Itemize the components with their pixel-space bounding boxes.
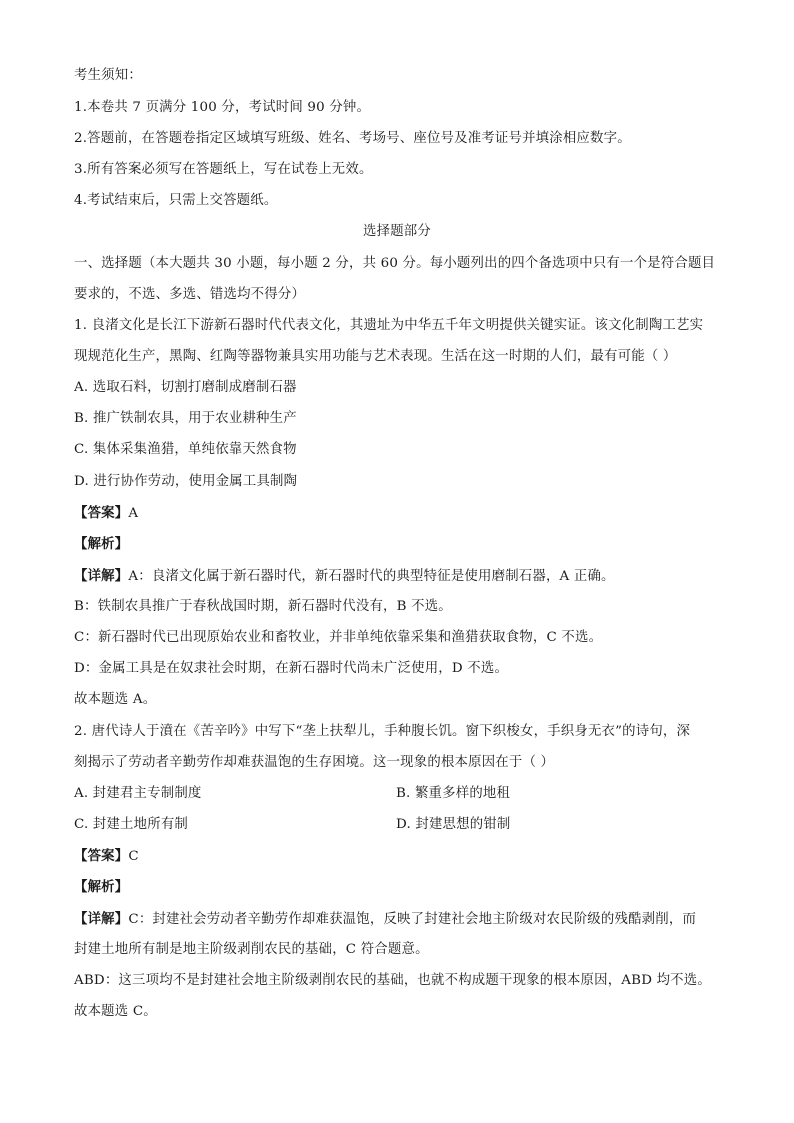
q2-option-d: D. 封建思想的钳制 bbox=[396, 817, 511, 832]
q1-answer-label: 【答案】 bbox=[74, 505, 129, 521]
q1-detail-line-3: C：新石器时代已出现原始农业和畜牧业，并非单纯依靠采集和渔猎获取食物，C 不选。 bbox=[74, 630, 603, 645]
notice-title: 考生须知： bbox=[74, 68, 142, 83]
q1-detail-text-1: A：良渚文化属于新石器时代，新石器时代的典型特征是使用磨制石器，A 正确。 bbox=[128, 569, 615, 584]
q2-option-c: C. 封建土地所有制 bbox=[74, 817, 189, 832]
q1-option-d: D. 进行协作劳动，使用金属工具制陶 bbox=[74, 474, 298, 489]
section-title: 选择题部分 bbox=[363, 224, 431, 239]
q1-detail-line-1 bbox=[74, 566, 724, 587]
q1-option-b: B. 推广铁制农具，用于农业耕种生产 bbox=[74, 411, 297, 426]
q2-stem-line-2: 刻揭示了劳动者辛勤劳作却难获温饱的生存困境。这一现象的根本原因在于（ ） bbox=[74, 755, 555, 770]
notice-item-2: 2.答题前，在答题卷指定区域填写班级、姓名、考场号、座位号及准考证号并填涂相应数字。 bbox=[74, 131, 631, 146]
q2-answer bbox=[74, 846, 724, 867]
q2-detail-label: 【详解】 bbox=[74, 911, 129, 927]
q1-stem-line-2: 现规范化生产，黑陶、红陶等器物兼具实用功能与艺术表现。生活在这一时期的人们，最有可能（ ） bbox=[74, 349, 677, 364]
q2-answer-label: 【答案】 bbox=[74, 848, 129, 864]
q2-answer-value: C bbox=[128, 849, 139, 864]
q1-conclusion: 故本题选 A。 bbox=[74, 692, 157, 707]
q1-answer bbox=[74, 503, 724, 524]
notice-item-1: 1.本卷共 7 页满分 100 分，考试时间 90 分钟。 bbox=[74, 100, 371, 115]
q1-option-c: C. 集体采集渔猎，单纯依靠天然食物 bbox=[74, 442, 297, 457]
q1-detail-line-4: D：金属工具是在奴隶社会时期，在新石器时代尚未广泛使用，D 不选。 bbox=[74, 661, 509, 676]
q2-analysis-label: 【解析】 bbox=[74, 879, 129, 895]
q2-conclusion: 故本题选 C。 bbox=[74, 1004, 157, 1019]
q1-analysis-label: 【解析】 bbox=[74, 536, 129, 552]
q1-answer-value: A bbox=[128, 506, 139, 521]
section-intro-line-1: 一、选择题（本大题共 30 小题，每小题 2 分，共 60 分。每小题列出的四个备选项中只有一个是符合题目 bbox=[74, 256, 716, 271]
q2-option-b: B. 繁重多样的地租 bbox=[396, 786, 511, 801]
q2-detail-line-3: ABD：这三项均不是封建社会地主阶级剥削农民的基础，也就不构成题干现象的根本原因，ABD 均不选。 bbox=[74, 973, 711, 988]
q1-detail-line-2: B：铁制农具推广于春秋战国时期，新石器时代没有，B 不选。 bbox=[74, 599, 452, 614]
section-intro-line-2: 要求的，不选、多选、错选均不得分） bbox=[74, 287, 306, 302]
q1-stem-line-1: 1. 良渚文化是长江下游新石器时代代表文化，其遗址为中华五千年文明提供关键实证。该文化制陶工艺实 bbox=[74, 318, 704, 333]
q1-option-a: A. 选取石料，切割打磨制成磨制石器 bbox=[74, 380, 297, 395]
notice-item-4: 4.考试结束后，只需上交答题纸。 bbox=[74, 193, 278, 208]
q2-stem-line-1: 2. 唐代诗人于濆在《苦辛吟》中写下“垄上扶犁儿，手种腹长饥。窗下织梭女，手织身无衣”的诗句，深 bbox=[74, 724, 691, 739]
q2-detail-line-2: 封建土地所有制是地主阶级剥削农民的基础，C 符合题意。 bbox=[74, 942, 429, 957]
q2-detail-text-1: C：封建社会劳动者辛勤劳作却难获温饱，反映了封建社会地主阶级对农民阶级的残酷剥削，而 bbox=[128, 912, 697, 927]
q2-detail-line-1 bbox=[74, 909, 724, 930]
notice-item-3: 3.所有答案必须写在答题纸上，写在试卷上无效。 bbox=[74, 162, 373, 177]
q2-option-a: A. 封建君主专制制度 bbox=[74, 786, 202, 801]
q1-detail-label: 【详解】 bbox=[74, 568, 129, 584]
